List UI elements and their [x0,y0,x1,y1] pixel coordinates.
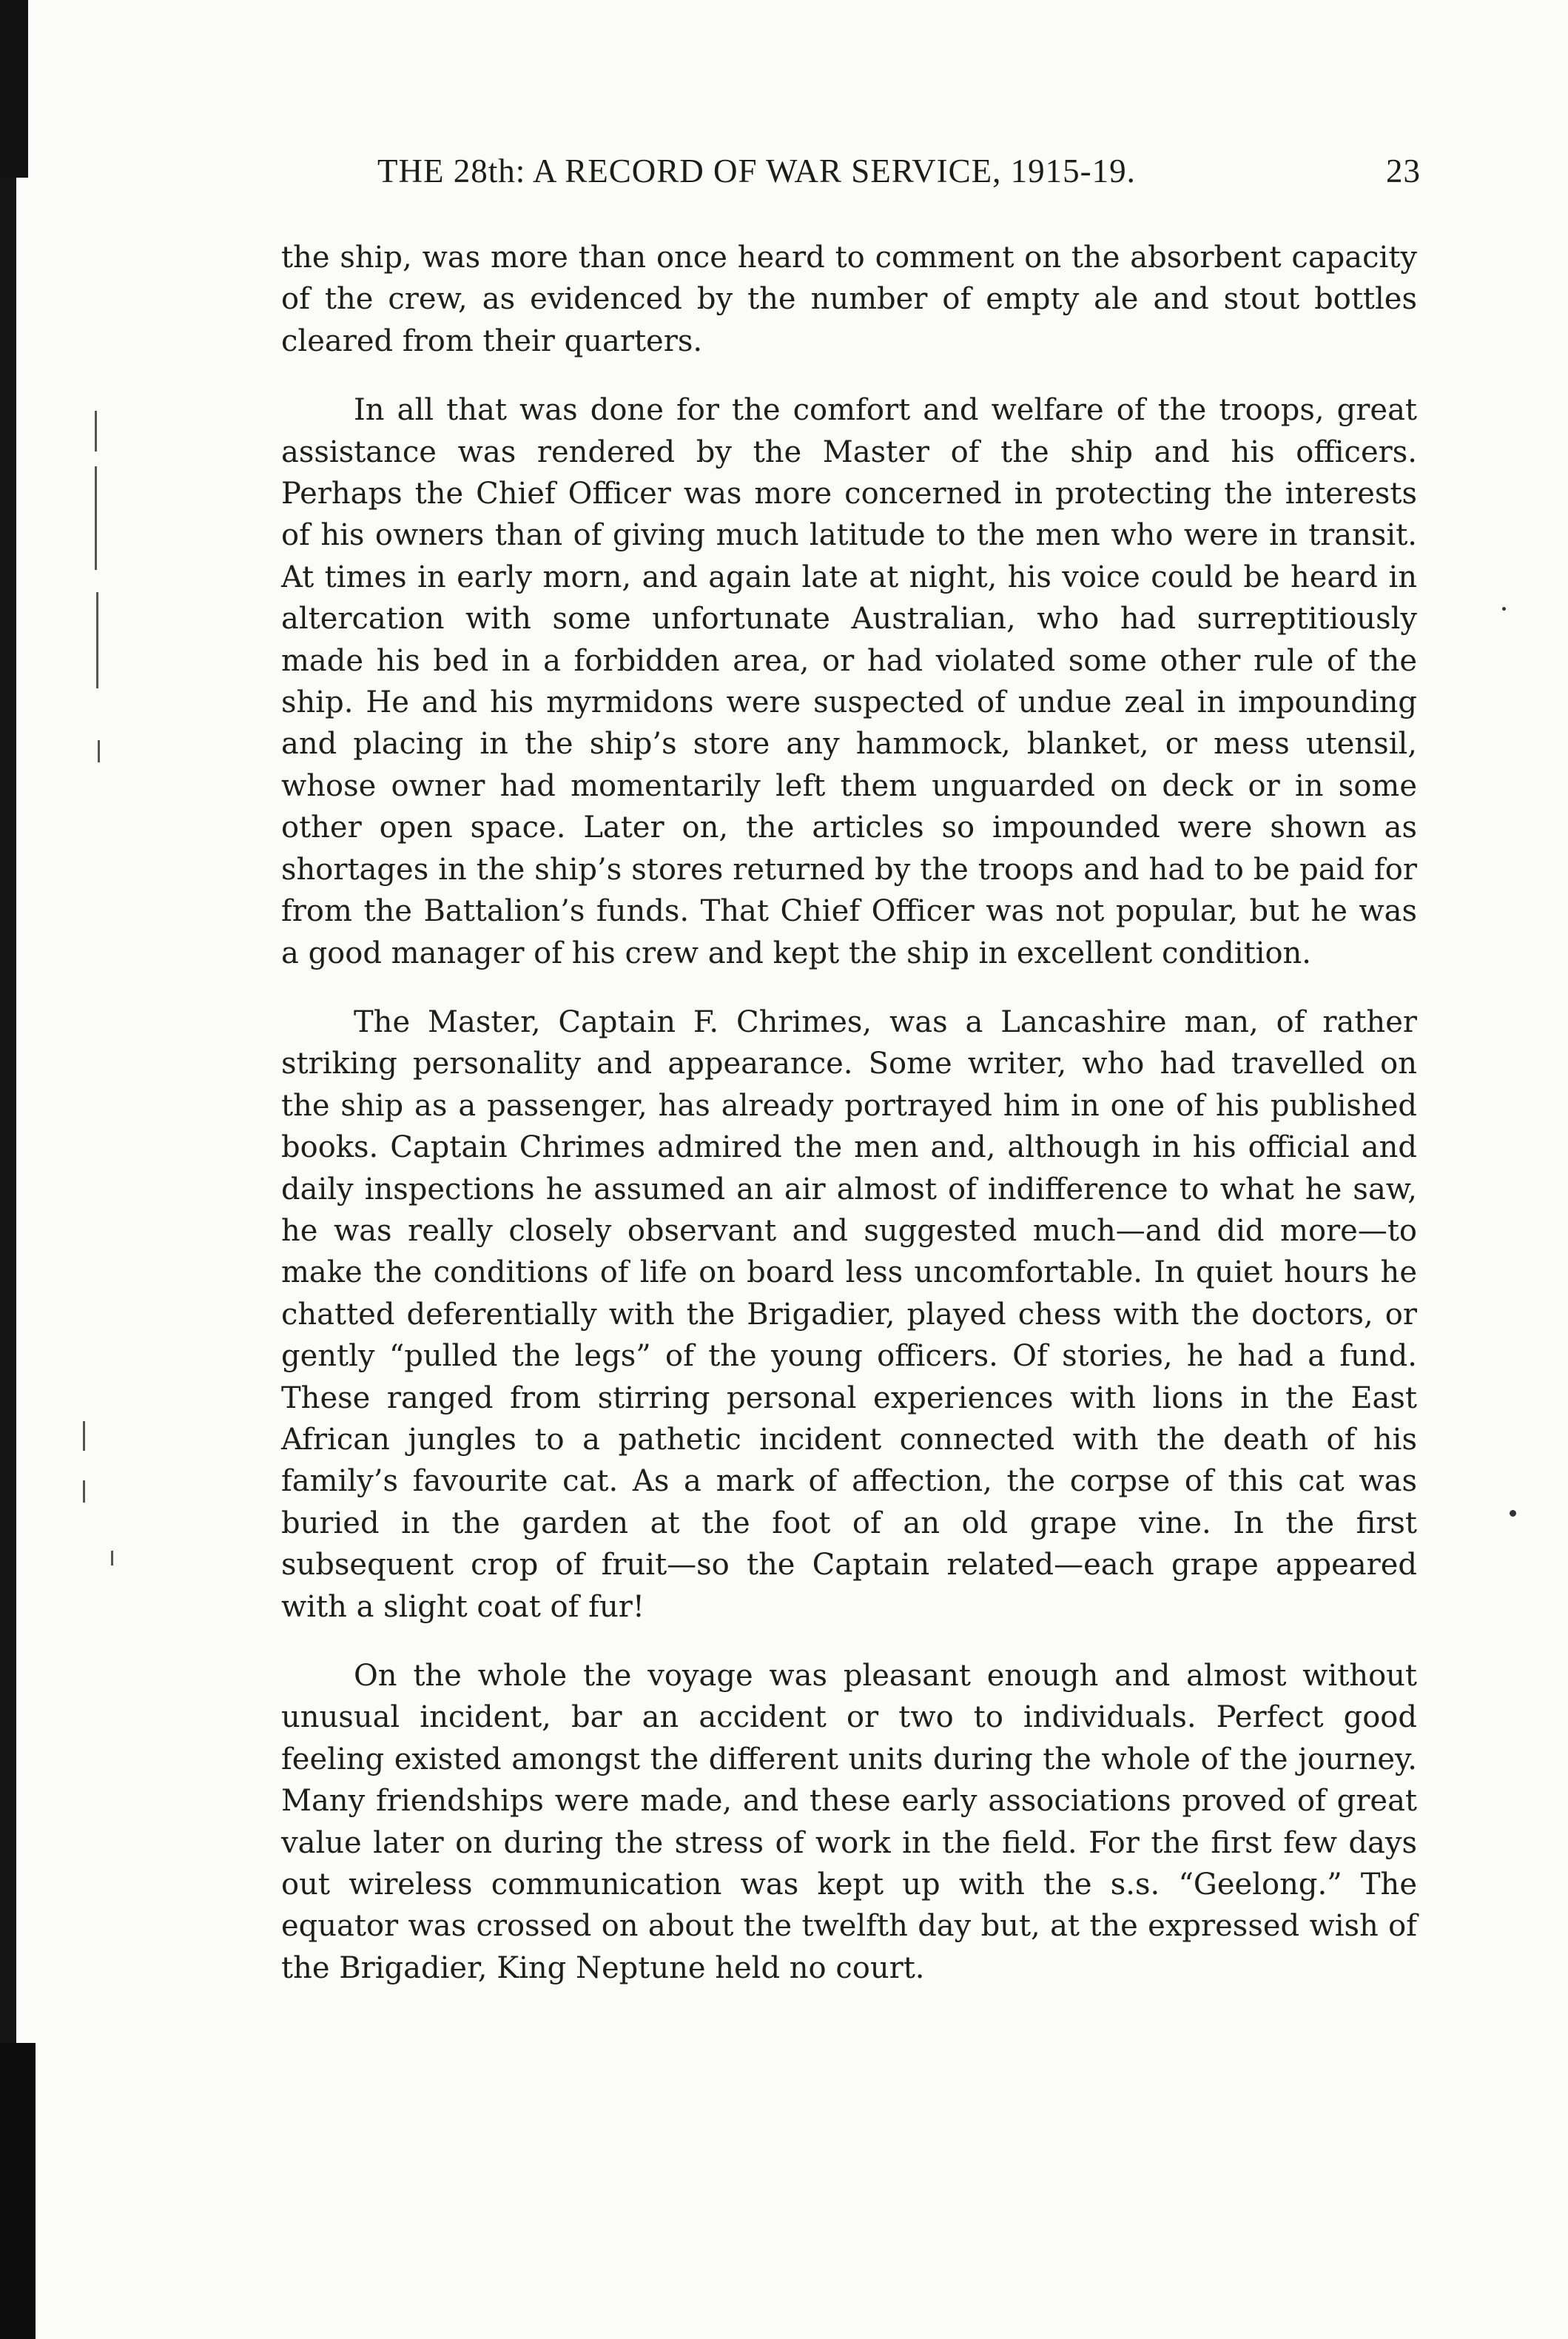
paragraph: On the whole the voyage was pleasant enough and almost without unusual incident, bar an accident or two to individuals. Perfect good feeling existed amongst the different units during the whole of the journey. Many friendships were made, and these early associations proved of great value later on during the stress of work in the field. For the first few days out wireless communication was kept up with the s.s. “Geelong.” The equator was crossed on about the twelfth day but, at the expressed wish of the Brigadier, King Neptune held no court. [281,1659,1417,1985]
paragraph: the ship, was more than once heard to comment on the absorbent capacity of the crew, as evidenced by the number of empty ale and stout bottles cleared from their quarters. [281,241,1417,358]
ink-speck [1510,1510,1516,1517]
margin-mark [96,592,98,688]
margin-mark [111,1551,113,1566]
paragraph: The Master, Captain F. Chrimes, was a Lancashire man, of rather striking personality and appearance. Some writer, who had travelled on the ship as a passenger, has already portrayed him in one of his published books. Captain Chrimes admired the men and, although in his official and daily inspections he assumed an air almost of indifference to what he saw, he was really closely observant and suggested much—and did more—to make the conditions of life on board less uncomfortable. In quiet hours he chatted deferentially with the Brigadier, played chess with the doctors, or gently “pulled the legs” of the young officers. Of stories, he had a fund. These ranged from stirring personal experiences with lions in the East African jungles to a pathetic incident connected with the death of his family’s favourite cat. As a mark of affection, the corpse of this cat was buried in the garden at the foot of an old grape vine. In the first subsequent crop of fruit—so the Captain related—each grape appeared with a slight coat of fur! [281,1004,1417,1624]
running-header [377,152,1421,196]
body-text [281,237,1417,1989]
margin-mark [83,1480,85,1503]
margin-mark [98,740,100,762]
paragraph: In all that was done for the comfort and welfare of the troops, great assistance was rendered by the Master of the ship and his officers. Perhaps the Chief Officer was more concerned in protecting the interests of his owners than of giving much latitude to the men who were in transit. At times in early morn, and again late at night, his voice could be heard in altercation with some unfortunate Australian, who had surreptitiously made his bed in a forbidden area, or had violated some other rule of the ship. He and his myrmidons were suspected of undue zeal in impounding and placing in the ship’s store any hammock, blanket, or mess utensil, whose owner had momentarily left them unguarded on deck or in some other open space. Later on, the articles so impounded were shown as shortages in the ship’s stores returned by the troops and had to be paid for from the Battalion’s funds. That Chief Officer was not popular, but he was a good manager of his crew and kept the ship in excellent condition. [281,393,1417,970]
page-number: 23 [1386,152,1421,189]
binding-edge [0,0,16,2339]
margin-mark [83,1421,85,1451]
binding-edge-top [0,0,28,178]
ink-speck [1502,607,1506,611]
running-title: THE 28th: A RECORD OF WAR SERVICE, 1915-19. [377,152,1136,189]
binding-edge-bottom [0,2043,36,2339]
margin-mark [95,466,97,570]
margin-mark [95,411,97,452]
